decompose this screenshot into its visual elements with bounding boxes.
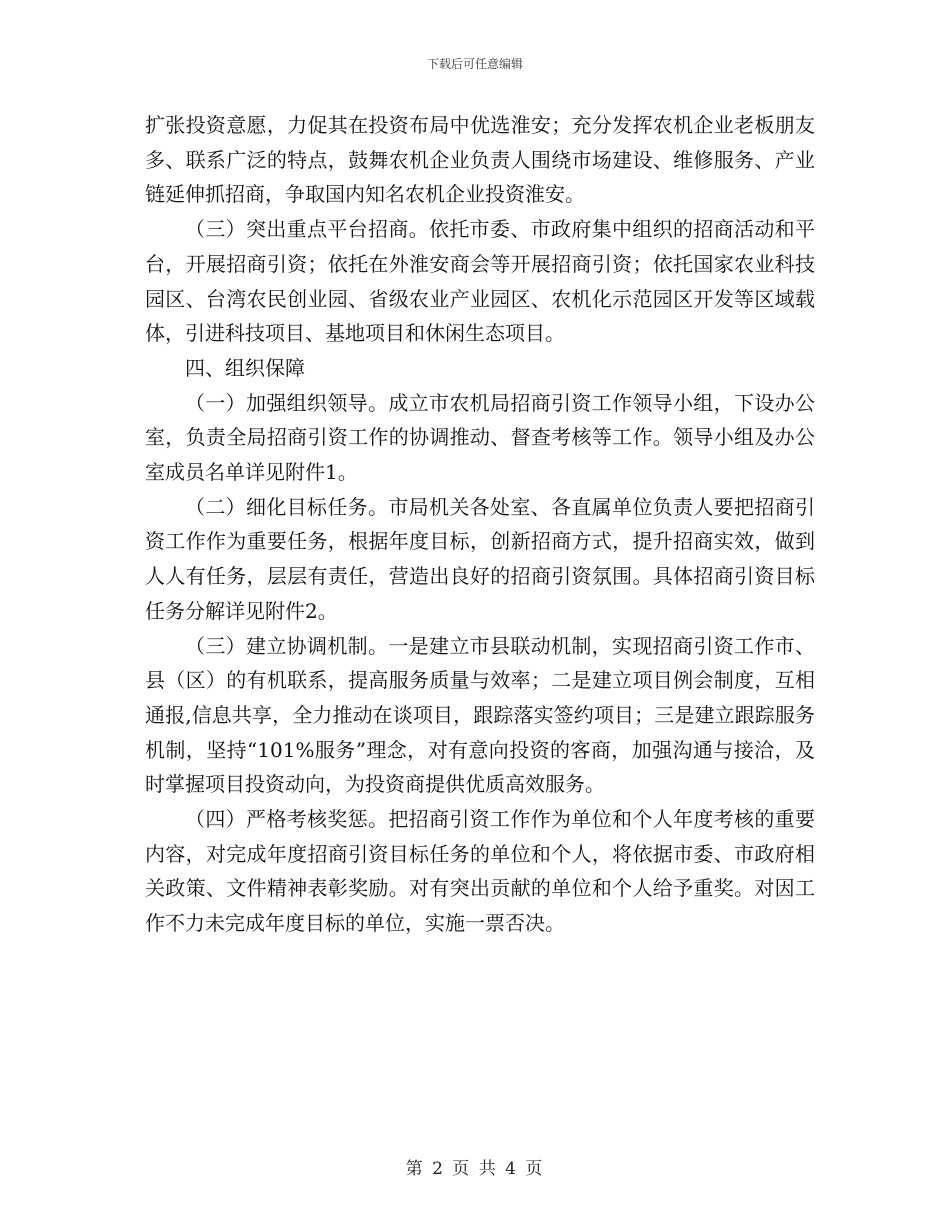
document-body — [145, 108, 815, 941]
paragraph-6: （四）严格考核奖惩。把招商引资工作作为单位和个人年度考核的重要内容，对完成年度招商引资目标任务的单位和个人，将依据市委、市政府相关政策、文件精神表彰奖励。对有突出贡献的单位和个人给予重奖。对因工作不力未完成年度目标的单位，实施一票否决。 — [145, 807, 815, 936]
paragraph-5: （三）建立协调机制。一是建立市县联动机制，实现招商引资工作市、县（区）的有机联系，提高服务质量与效率；二是建立项目例会制度，互相通报,信息共享，全力推动在谈项目，跟踪落实签约项目；三是建立跟踪服务机制，坚持“101%服务”理念，对有意向投资的客商，加强沟通与接洽，及时掌握项目投资动向，为投资商提供优质高效服务。 — [145, 633, 815, 797]
page-header: 下载后可任意编辑 — [426, 57, 523, 71]
paragraph-2: （三）突出重点平台招商。依托市委、市政府集中组织的招商活动和平台，开展招商引资；依托在外淮安商会等开展招商引资；依托国家农业科技园区、台湾农民创业园、省级农业产业园区、农机化示范园区开发等区域载体，引进科技项目、基地项目和休闲生态项目。 — [145, 217, 815, 346]
paragraph-4: （二）细化目标任务。市局机关各处室、各直属单位负责人要把招商引资工作作为重要任务，根据年度目标，创新招商方式，提升招商实效，做到人人有任务，层层有责任，营造出良好的招商引资氛围。具体招商引资目标任务分解详见附件2。 — [145, 494, 815, 623]
paragraph-3: （一）加强组织领导。成立市农机局招商引资工作领导小组，下设办公室，负责全局招商引资工作的协调推动、督查考核等工作。领导小组及办公室成员名单详见附件1。 — [145, 390, 815, 485]
paragraph-1: 扩张投资意愿，力促其在投资布局中优选淮安；充分发挥农机企业老板朋友多、联系广泛的特点，鼓舞农机企业负责人围绕市场建设、维修服务、产业链延伸抓招商，争取国内知名农机企业投资淮安。 — [145, 113, 815, 207]
section-heading: 四、组织保障 — [185, 355, 305, 380]
page-number-footer: 第 2 页 共 4 页 — [405, 1159, 545, 1179]
